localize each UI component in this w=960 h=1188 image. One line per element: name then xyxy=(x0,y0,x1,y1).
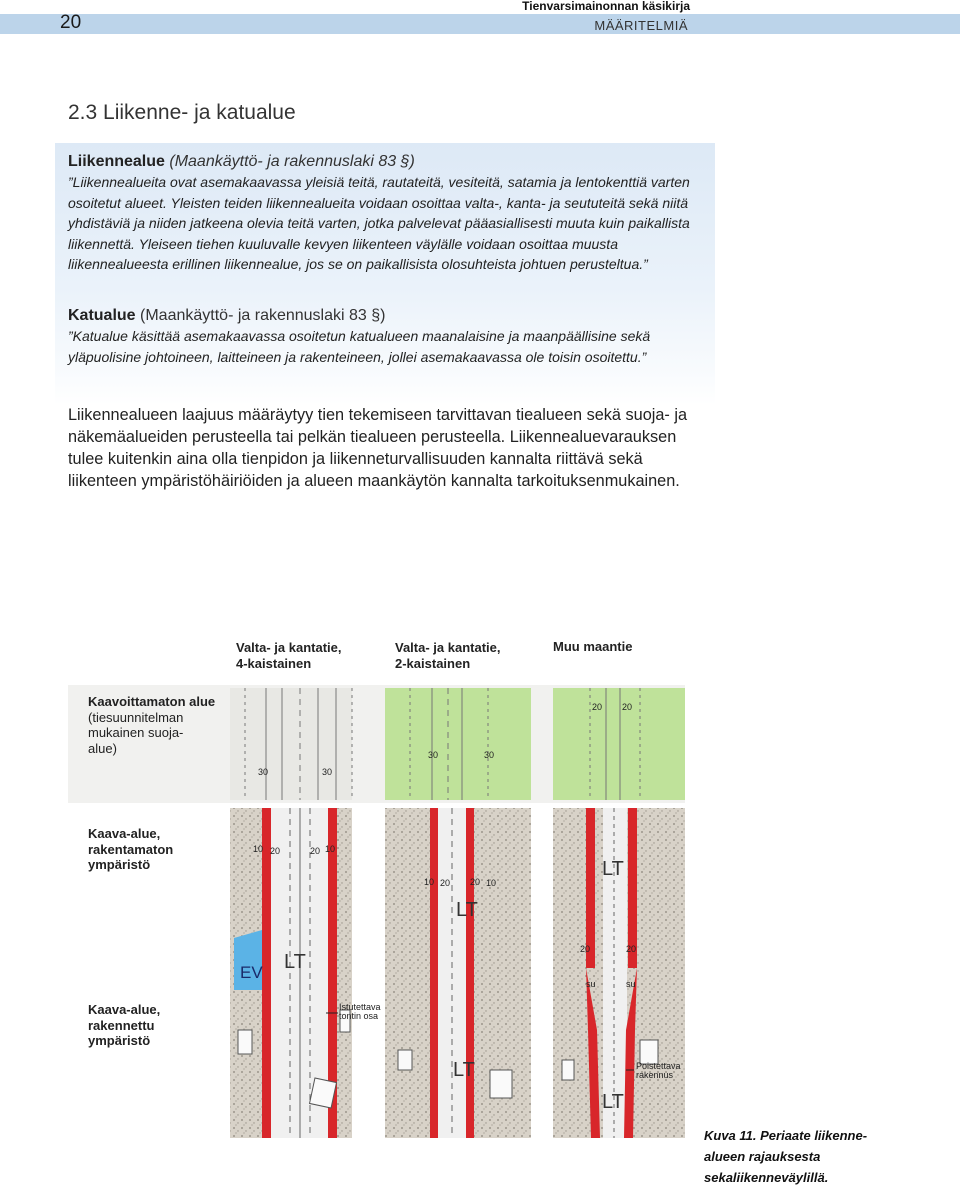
figure-traffic-area xyxy=(0,630,960,1187)
label-su: su xyxy=(626,979,636,989)
chapter-name: MÄÄRITELMIÄ xyxy=(594,18,688,33)
dim-20: 20 xyxy=(470,877,481,887)
label-ev: EV xyxy=(240,963,263,982)
definition-quote: ”Katualue käsittää asemakaavassa osoitetun katualueen maanalaisine ja maanpäällisine sekä yläpuolisine johtoineen, laitteineen ja rakenteineen, jollei asemakaavassa ole toisin osoitettu.” xyxy=(68,328,651,365)
dim-20: 20 xyxy=(622,702,633,712)
book-title: Tienvarsimainonnan käsikirja xyxy=(522,0,690,13)
definition-quote: ”Liikennealueita ovat asemakaavassa yleisiä teitä, rautateitä, vesiteitä, satamia ja lentokenttiä varten osoitetut alueet. Yleisten teiden liikennealueita voidaan osoittaa valta-, kanta- ja seututeitä sekä niitä yhdistäviä ja niiden jatkeena olevia teitä varten, jotka palvelevat pääasiallisesti muuta kuin paikallista liikennettä. Yleiseen tiehen kuuluvalle kevyen liikenteen väylälle voidaan osoittaa muusta liikennealueesta erillinen liikennealue, jos se on paikallisista olosuhteista johtuen perusteltua.” xyxy=(68,174,690,273)
law-reference: (Maankäyttö- ja rakennuslaki 83 §) xyxy=(164,153,415,170)
dim-20: 20 xyxy=(270,846,281,856)
dim-20: 20 xyxy=(580,944,591,954)
green-area-other xyxy=(553,688,685,800)
dim-30: 30 xyxy=(258,767,269,777)
row-label-unbuilt: Kaava-alue, rakentamaton ympäristö xyxy=(88,826,174,872)
label-lt: LT xyxy=(453,1059,475,1081)
label-poistettava: Poistettava xyxy=(636,1061,681,1071)
dim-10: 10 xyxy=(424,877,435,887)
column-header-4-lane: Valta- ja kantatie, 4-kaistainen xyxy=(236,640,342,671)
column-header-other-road: Muu maantie xyxy=(553,639,633,654)
label-tontin-osa: tontin osa xyxy=(339,1011,379,1021)
definition-liikennealue xyxy=(68,151,708,274)
dim-20: 20 xyxy=(592,702,603,712)
dim-30: 30 xyxy=(322,767,333,777)
column-header-2-lane: Valta- ja kantatie, 2-kaistainen xyxy=(395,640,501,671)
law-reference: (Maankäyttö- ja rakennuslaki 83 §) xyxy=(135,307,386,324)
row1-area-4lane xyxy=(230,688,352,800)
dim-10: 10 xyxy=(253,844,264,854)
body-paragraph: Liikennealueen laajuus määräytyy tien tekemiseen tarvittavan tiealueen sekä suoja- ja näkemäalueiden perusteella tai pelkän tiealueen perusteella. Liikennealuevarauksen tulee kuitenkin aina olla tienpidon ja liikenneturvallisuuden kannalta riittävä sekä liikenteen ympäristöhäiriöiden ja alueen maankäytön kannalta tarkoituksenmukainen. xyxy=(68,406,688,490)
dim-10: 10 xyxy=(325,844,336,854)
row-label-unplanned: Kaavoittamaton alue (tiesuunnitelman mukainen suoja-alue) xyxy=(88,694,216,756)
header-band xyxy=(0,14,960,34)
label-rakennus: rakennus xyxy=(636,1070,674,1080)
dim-10: 10 xyxy=(486,878,497,888)
definition-katualue xyxy=(68,305,708,367)
dim-20: 20 xyxy=(310,846,321,856)
dim-20: 20 xyxy=(440,878,451,888)
figure-caption: Kuva 11. Periaate liikenne- alueen rajauksesta sekaliikenneväylillä. xyxy=(704,1128,868,1185)
dim-30: 30 xyxy=(484,750,495,760)
label-lt: LT xyxy=(602,858,624,880)
term-katualue: Katualue xyxy=(68,307,136,324)
page-number: 20 xyxy=(60,12,82,33)
term-liikennealue: Liikennealue xyxy=(68,153,165,170)
label-lt: LT xyxy=(456,899,478,921)
page-header xyxy=(0,0,960,36)
dim-30: 30 xyxy=(428,750,439,760)
label-lt: LT xyxy=(284,951,306,973)
row-label-built: Kaava-alue, rakennettu ympäristö xyxy=(88,1002,161,1048)
section-title: 2.3 Liikenne- ja katualue xyxy=(68,101,296,124)
label-su: su xyxy=(586,979,596,989)
label-lt: LT xyxy=(602,1091,624,1113)
green-area-2lane xyxy=(385,688,531,800)
label-istutettava: Istutettava xyxy=(339,1002,381,1012)
dim-20: 20 xyxy=(626,944,637,954)
